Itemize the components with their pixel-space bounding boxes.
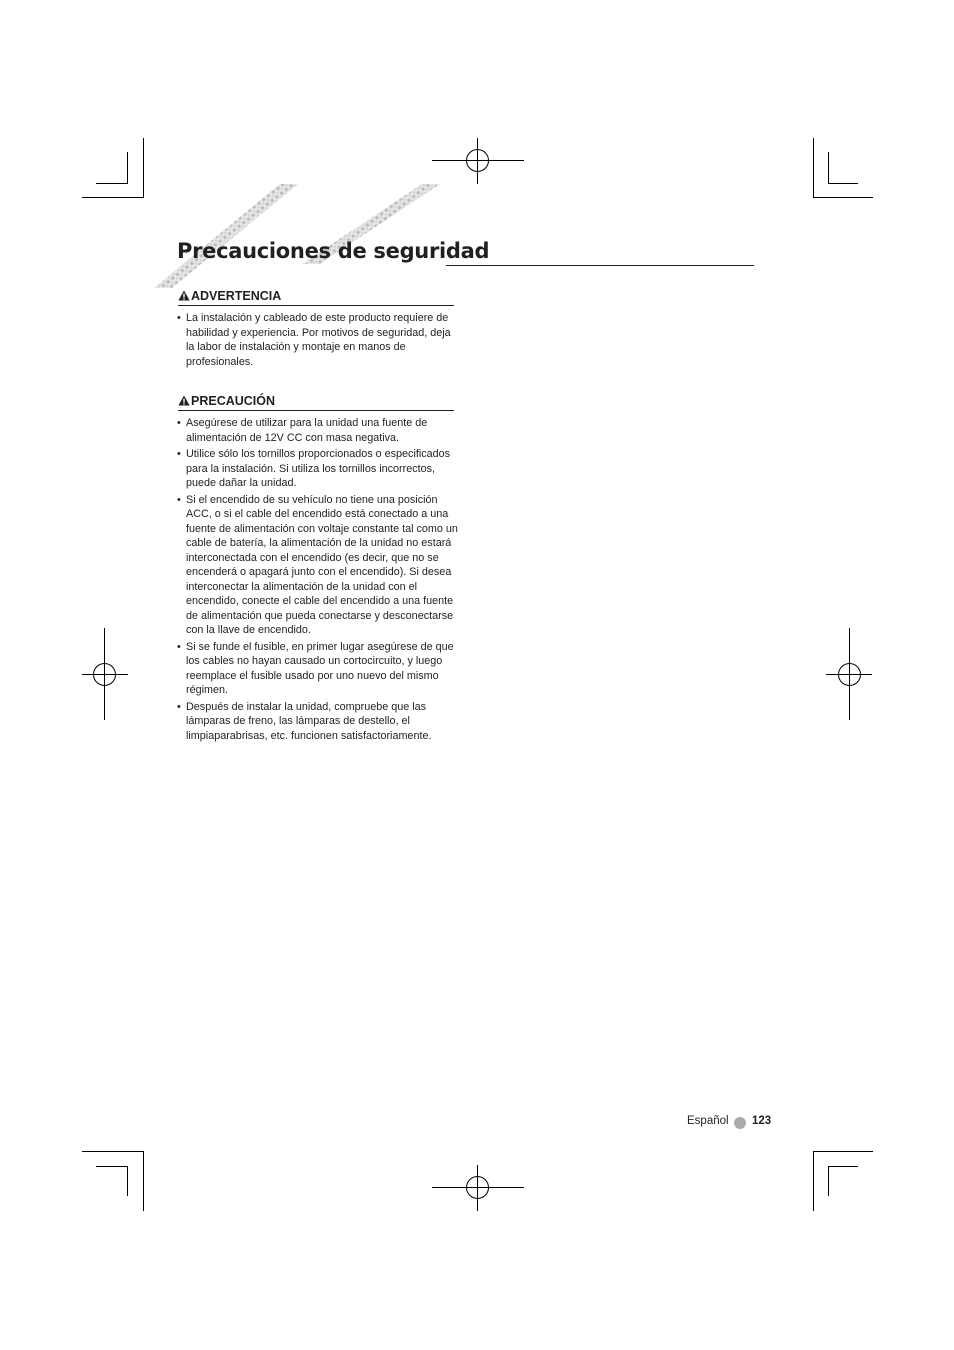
list-item-text: Si se funde el fusible, en primer lugar asegúrese de que los cables no hayan causado un cortocircuito, y luego reemplace el fusible usado por uno nuevo del mismo régimen. bbox=[186, 640, 454, 696]
list-item-text: Si el encendido de su vehículo no tiene una posición ACC, o si el cable del encendido está conectado a una fuente de alimentación con voltaje constante tal como un cable de batería, la alimentación de la unidad no estará interconectada con el encendido (es decir, que no se encenderá o apagará junto con el encendido). Si desea interconectar la alimentación de la unidad con el encendido, conecte el cable del encendido a una fuente de alimentación que pueda conectarse y desconectarse con la llave de encendido. bbox=[186, 493, 458, 636]
list-item-text: Después de instalar la unidad, compruebe que las lámparas de freno, las lámparas de destello, el limpiaparabrisas, etc. funcionen satisfactoriamente. bbox=[186, 700, 432, 742]
registration-mark-bottom bbox=[432, 1165, 524, 1211]
list-item bbox=[177, 700, 459, 744]
list-item bbox=[177, 416, 459, 445]
list-item bbox=[177, 311, 459, 369]
bullet: • bbox=[177, 493, 181, 506]
footer-dot-icon bbox=[734, 1117, 746, 1129]
page-number: 123 bbox=[752, 1115, 772, 1127]
page-title: Precauciones de seguridad bbox=[177, 239, 490, 263]
list-item bbox=[177, 493, 459, 638]
list-item-text: La instalación y cableado de este producto requiere de habilidad y experiencia. Por motivos de seguridad, deja la labor de instalación y montaje en manos de profesionales. bbox=[186, 312, 451, 368]
precaucion-heading-text: PRECAUCIÓN bbox=[191, 394, 276, 408]
bullet: • bbox=[177, 700, 181, 713]
advertencia-heading-text: ADVERTENCIA bbox=[191, 289, 282, 303]
advertencia-heading bbox=[178, 289, 454, 306]
registration-mark-right bbox=[826, 628, 872, 720]
warning-triangle-icon bbox=[178, 395, 190, 406]
bullet: • bbox=[177, 417, 181, 429]
precaucion-heading bbox=[178, 394, 454, 411]
registration-mark-top bbox=[432, 138, 524, 184]
advertencia-list bbox=[177, 311, 459, 371]
bullet: • bbox=[177, 312, 181, 324]
list-item-text: Utilice sólo los tornillos proporcionados o especificados para la instalación. Si utiliza los tornillos incorrectos, puede dañar la unidad. bbox=[186, 448, 451, 489]
list-item bbox=[177, 640, 459, 698]
precaucion-list bbox=[177, 416, 459, 745]
registration-mark-left bbox=[82, 628, 128, 720]
list-item-text: Asegúrese de utilizar para la unidad una fuente de alimentación de 12V CC con masa negativa. bbox=[186, 417, 428, 444]
footer-language: Español bbox=[687, 1115, 729, 1127]
list-item bbox=[177, 447, 459, 491]
bullet: • bbox=[177, 448, 181, 460]
warning-triangle-icon bbox=[178, 290, 190, 301]
bullet: • bbox=[177, 640, 181, 653]
title-rule bbox=[446, 265, 754, 266]
